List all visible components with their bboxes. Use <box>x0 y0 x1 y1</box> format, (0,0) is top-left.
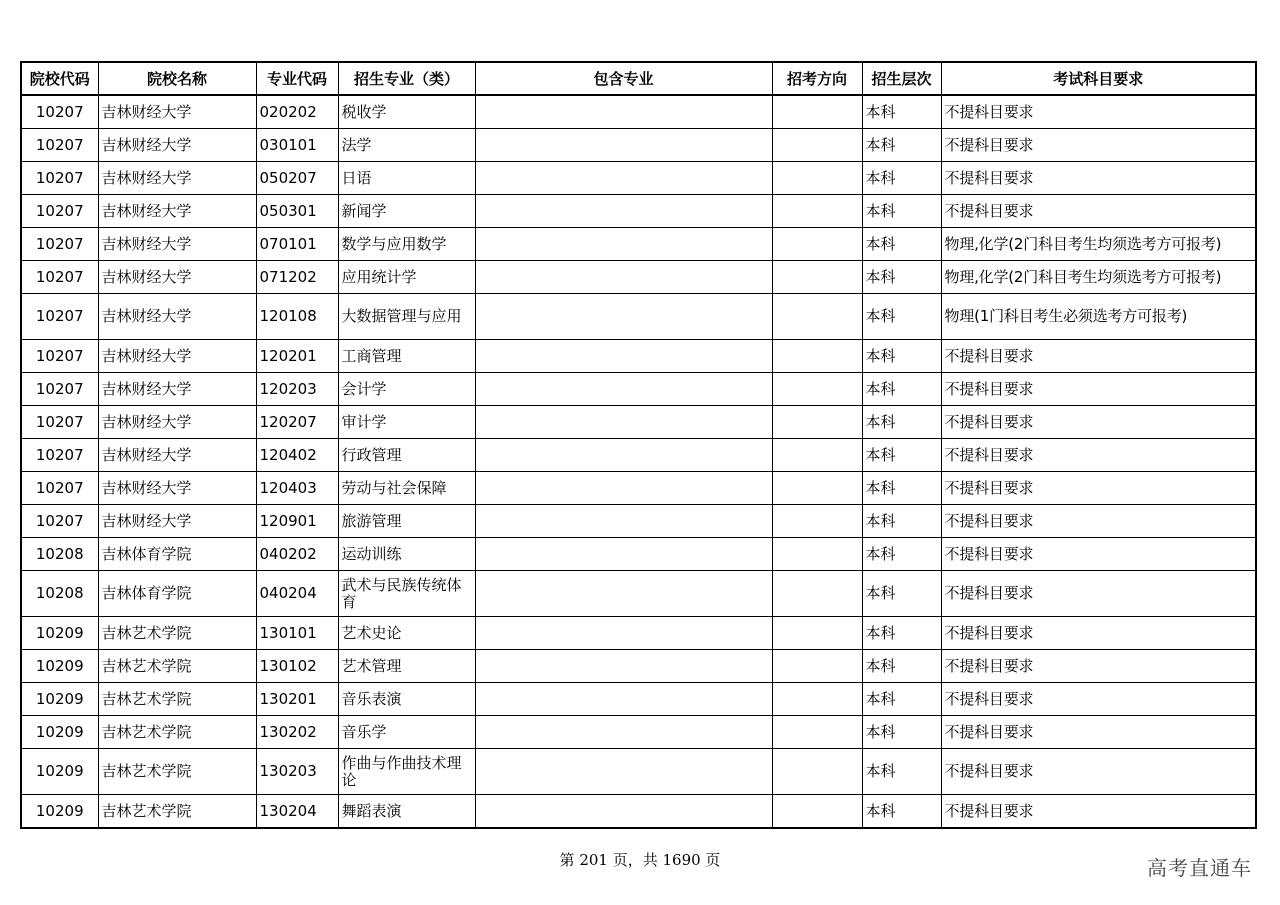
cell-includes <box>475 373 772 406</box>
cell-direction <box>772 505 862 538</box>
table-row <box>21 95 1256 129</box>
cell-requirement: 不提科目要求 <box>941 195 1256 228</box>
cell-level: 本科 <box>862 406 941 439</box>
cell-direction <box>772 439 862 472</box>
cell-requirement: 不提科目要求 <box>941 406 1256 439</box>
cell-school-name: 吉林财经大学 <box>98 261 256 294</box>
cell-school-code: 10207 <box>21 162 98 195</box>
header-row <box>21 62 1256 95</box>
cell-school-code: 10207 <box>21 95 98 129</box>
table-row <box>21 261 1256 294</box>
cell-school-name: 吉林艺术学院 <box>98 617 256 650</box>
cell-school-name: 吉林财经大学 <box>98 439 256 472</box>
table-row <box>21 228 1256 261</box>
header-major: 招生专业（类） <box>338 62 475 95</box>
cell-major: 法学 <box>338 129 475 162</box>
cell-direction <box>772 195 862 228</box>
cell-major-code: 120901 <box>256 505 338 538</box>
cell-includes <box>475 795 772 829</box>
cell-school-code: 10207 <box>21 373 98 406</box>
cell-school-name: 吉林财经大学 <box>98 373 256 406</box>
cell-school-name: 吉林财经大学 <box>98 195 256 228</box>
cell-major: 武术与民族传统体育 <box>338 571 475 617</box>
cell-school-code: 10207 <box>21 439 98 472</box>
cell-major: 审计学 <box>338 406 475 439</box>
cell-includes <box>475 162 772 195</box>
cell-includes <box>475 472 772 505</box>
page-number: 第 201 页，共 1690 页 <box>559 851 721 869</box>
cell-level: 本科 <box>862 294 941 340</box>
cell-requirement: 不提科目要求 <box>941 505 1256 538</box>
cell-major: 大数据管理与应用 <box>338 294 475 340</box>
table-row <box>21 650 1256 683</box>
cell-major: 作曲与作曲技术理论 <box>338 749 475 795</box>
cell-requirement: 不提科目要求 <box>941 617 1256 650</box>
cell-requirement: 物理,化学(2门科目考生均须选考方可报考) <box>941 228 1256 261</box>
cell-includes <box>475 505 772 538</box>
cell-includes <box>475 538 772 571</box>
cell-major-code: 130202 <box>256 716 338 749</box>
cell-direction <box>772 406 862 439</box>
cell-direction <box>772 683 862 716</box>
cell-major-code: 120108 <box>256 294 338 340</box>
table-header <box>21 62 1256 95</box>
cell-school-name: 吉林财经大学 <box>98 472 256 505</box>
cell-includes <box>475 571 772 617</box>
cell-major: 劳动与社会保障 <box>338 472 475 505</box>
cell-includes <box>475 406 772 439</box>
cell-major-code: 020202 <box>256 95 338 129</box>
header-level: 招生层次 <box>862 62 941 95</box>
cell-direction <box>772 340 862 373</box>
cell-major: 艺术管理 <box>338 650 475 683</box>
cell-direction <box>772 749 862 795</box>
cell-level: 本科 <box>862 373 941 406</box>
cell-school-code: 10207 <box>21 406 98 439</box>
cell-direction <box>772 571 862 617</box>
cell-major-code: 040204 <box>256 571 338 617</box>
cell-major-code: 071202 <box>256 261 338 294</box>
cell-requirement: 不提科目要求 <box>941 340 1256 373</box>
cell-school-code: 10209 <box>21 683 98 716</box>
cell-direction <box>772 716 862 749</box>
cell-school-code: 10209 <box>21 617 98 650</box>
cell-major: 会计学 <box>338 373 475 406</box>
table-row <box>21 340 1256 373</box>
cell-includes <box>475 261 772 294</box>
cell-major-code: 120403 <box>256 472 338 505</box>
cell-level: 本科 <box>862 228 941 261</box>
cell-school-name: 吉林体育学院 <box>98 538 256 571</box>
cell-major: 音乐表演 <box>338 683 475 716</box>
cell-includes <box>475 439 772 472</box>
cell-major-code: 130101 <box>256 617 338 650</box>
cell-major-code: 130201 <box>256 683 338 716</box>
cell-level: 本科 <box>862 195 941 228</box>
table-row <box>21 716 1256 749</box>
cell-level: 本科 <box>862 129 941 162</box>
cell-school-code: 10207 <box>21 228 98 261</box>
cell-includes <box>475 683 772 716</box>
cell-level: 本科 <box>862 340 941 373</box>
cell-requirement: 不提科目要求 <box>941 538 1256 571</box>
cell-requirement: 不提科目要求 <box>941 795 1256 829</box>
table-row <box>21 505 1256 538</box>
cell-requirement: 不提科目要求 <box>941 716 1256 749</box>
cell-school-name: 吉林财经大学 <box>98 340 256 373</box>
cell-direction <box>772 294 862 340</box>
cell-school-name: 吉林财经大学 <box>98 228 256 261</box>
cell-requirement: 不提科目要求 <box>941 95 1256 129</box>
table-row <box>21 683 1256 716</box>
cell-major: 艺术史论 <box>338 617 475 650</box>
cell-requirement: 不提科目要求 <box>941 129 1256 162</box>
table-row <box>21 373 1256 406</box>
cell-major: 运动训练 <box>338 538 475 571</box>
cell-major: 行政管理 <box>338 439 475 472</box>
cell-direction <box>772 261 862 294</box>
cell-level: 本科 <box>862 617 941 650</box>
cell-school-name: 吉林艺术学院 <box>98 683 256 716</box>
cell-requirement: 不提科目要求 <box>941 439 1256 472</box>
cell-requirement: 不提科目要求 <box>941 650 1256 683</box>
cell-school-code: 10208 <box>21 571 98 617</box>
header-school-code: 院校代码 <box>21 62 98 95</box>
cell-level: 本科 <box>862 472 941 505</box>
table-row <box>21 472 1256 505</box>
cell-school-name: 吉林艺术学院 <box>98 795 256 829</box>
cell-direction <box>772 373 862 406</box>
cell-level: 本科 <box>862 261 941 294</box>
cell-level: 本科 <box>862 162 941 195</box>
cell-school-name: 吉林财经大学 <box>98 294 256 340</box>
cell-includes <box>475 95 772 129</box>
cell-major: 旅游管理 <box>338 505 475 538</box>
cell-major-code: 130203 <box>256 749 338 795</box>
header-requirement: 考试科目要求 <box>941 62 1256 95</box>
cell-includes <box>475 617 772 650</box>
table-row <box>21 406 1256 439</box>
cell-direction <box>772 228 862 261</box>
cell-school-name: 吉林财经大学 <box>98 162 256 195</box>
cell-level: 本科 <box>862 650 941 683</box>
cell-requirement: 不提科目要求 <box>941 749 1256 795</box>
cell-school-code: 10207 <box>21 472 98 505</box>
cell-school-code: 10209 <box>21 716 98 749</box>
header-includes: 包含专业 <box>475 62 772 95</box>
cell-school-code: 10207 <box>21 195 98 228</box>
cell-level: 本科 <box>862 716 941 749</box>
cell-includes <box>475 294 772 340</box>
cell-school-name: 吉林财经大学 <box>98 406 256 439</box>
cell-includes <box>475 228 772 261</box>
cell-level: 本科 <box>862 95 941 129</box>
cell-direction <box>772 162 862 195</box>
cell-requirement: 不提科目要求 <box>941 373 1256 406</box>
cell-major-code: 120203 <box>256 373 338 406</box>
table-row <box>21 195 1256 228</box>
table-row <box>21 749 1256 795</box>
cell-direction <box>772 795 862 829</box>
cell-requirement: 物理(1门科目考生必须选考方可报考) <box>941 294 1256 340</box>
cell-major-code: 050301 <box>256 195 338 228</box>
cell-major-code: 040202 <box>256 538 338 571</box>
cell-requirement: 物理,化学(2门科目考生均须选考方可报考) <box>941 261 1256 294</box>
cell-school-code: 10207 <box>21 129 98 162</box>
cell-level: 本科 <box>862 571 941 617</box>
cell-includes <box>475 340 772 373</box>
cell-includes <box>475 195 772 228</box>
cell-school-code: 10209 <box>21 650 98 683</box>
cell-major-code: 120207 <box>256 406 338 439</box>
cell-major: 音乐学 <box>338 716 475 749</box>
cell-includes <box>475 749 772 795</box>
cell-requirement: 不提科目要求 <box>941 162 1256 195</box>
cell-major-code: 070101 <box>256 228 338 261</box>
table-row <box>21 571 1256 617</box>
table-row <box>21 538 1256 571</box>
cell-level: 本科 <box>862 749 941 795</box>
cell-school-name: 吉林艺术学院 <box>98 749 256 795</box>
cell-level: 本科 <box>862 538 941 571</box>
table-row <box>21 129 1256 162</box>
table-row <box>21 617 1256 650</box>
cell-direction <box>772 617 862 650</box>
cell-major-code: 120201 <box>256 340 338 373</box>
cell-major: 数学与应用数学 <box>338 228 475 261</box>
cell-school-name: 吉林财经大学 <box>98 95 256 129</box>
cell-major: 应用统计学 <box>338 261 475 294</box>
cell-major-code: 050207 <box>256 162 338 195</box>
cell-direction <box>772 650 862 683</box>
cell-major-code: 120402 <box>256 439 338 472</box>
cell-direction <box>772 95 862 129</box>
cell-major: 税收学 <box>338 95 475 129</box>
cell-school-name: 吉林艺术学院 <box>98 650 256 683</box>
cell-level: 本科 <box>862 439 941 472</box>
cell-includes <box>475 129 772 162</box>
watermark-logo: 高考直通车 <box>1147 856 1252 880</box>
cell-school-code: 10207 <box>21 340 98 373</box>
cell-level: 本科 <box>862 505 941 538</box>
header-major-code: 专业代码 <box>256 62 338 95</box>
cell-school-name: 吉林体育学院 <box>98 571 256 617</box>
cell-major: 工商管理 <box>338 340 475 373</box>
table-body <box>21 95 1256 828</box>
cell-school-code: 10207 <box>21 294 98 340</box>
cell-school-code: 10208 <box>21 538 98 571</box>
cell-requirement: 不提科目要求 <box>941 683 1256 716</box>
cell-school-code: 10209 <box>21 749 98 795</box>
table-row <box>21 294 1256 340</box>
header-school-name: 院校名称 <box>98 62 256 95</box>
table-row <box>21 162 1256 195</box>
cell-school-name: 吉林艺术学院 <box>98 716 256 749</box>
cell-school-code: 10207 <box>21 505 98 538</box>
cell-direction <box>772 129 862 162</box>
cell-major-code: 030101 <box>256 129 338 162</box>
cell-requirement: 不提科目要求 <box>941 571 1256 617</box>
cell-school-name: 吉林财经大学 <box>98 129 256 162</box>
cell-direction <box>772 472 862 505</box>
cell-direction <box>772 538 862 571</box>
cell-school-code: 10209 <box>21 795 98 829</box>
table-row <box>21 439 1256 472</box>
cell-major: 舞蹈表演 <box>338 795 475 829</box>
cell-school-code: 10207 <box>21 261 98 294</box>
cell-includes <box>475 650 772 683</box>
cell-level: 本科 <box>862 795 941 829</box>
cell-level: 本科 <box>862 683 941 716</box>
table-row <box>21 795 1256 829</box>
cell-major-code: 130204 <box>256 795 338 829</box>
cell-includes <box>475 716 772 749</box>
cell-major: 新闻学 <box>338 195 475 228</box>
enrollment-table <box>20 61 1257 829</box>
cell-major: 日语 <box>338 162 475 195</box>
cell-school-name: 吉林财经大学 <box>98 505 256 538</box>
cell-major-code: 130102 <box>256 650 338 683</box>
header-direction: 招考方向 <box>772 62 862 95</box>
cell-requirement: 不提科目要求 <box>941 472 1256 505</box>
